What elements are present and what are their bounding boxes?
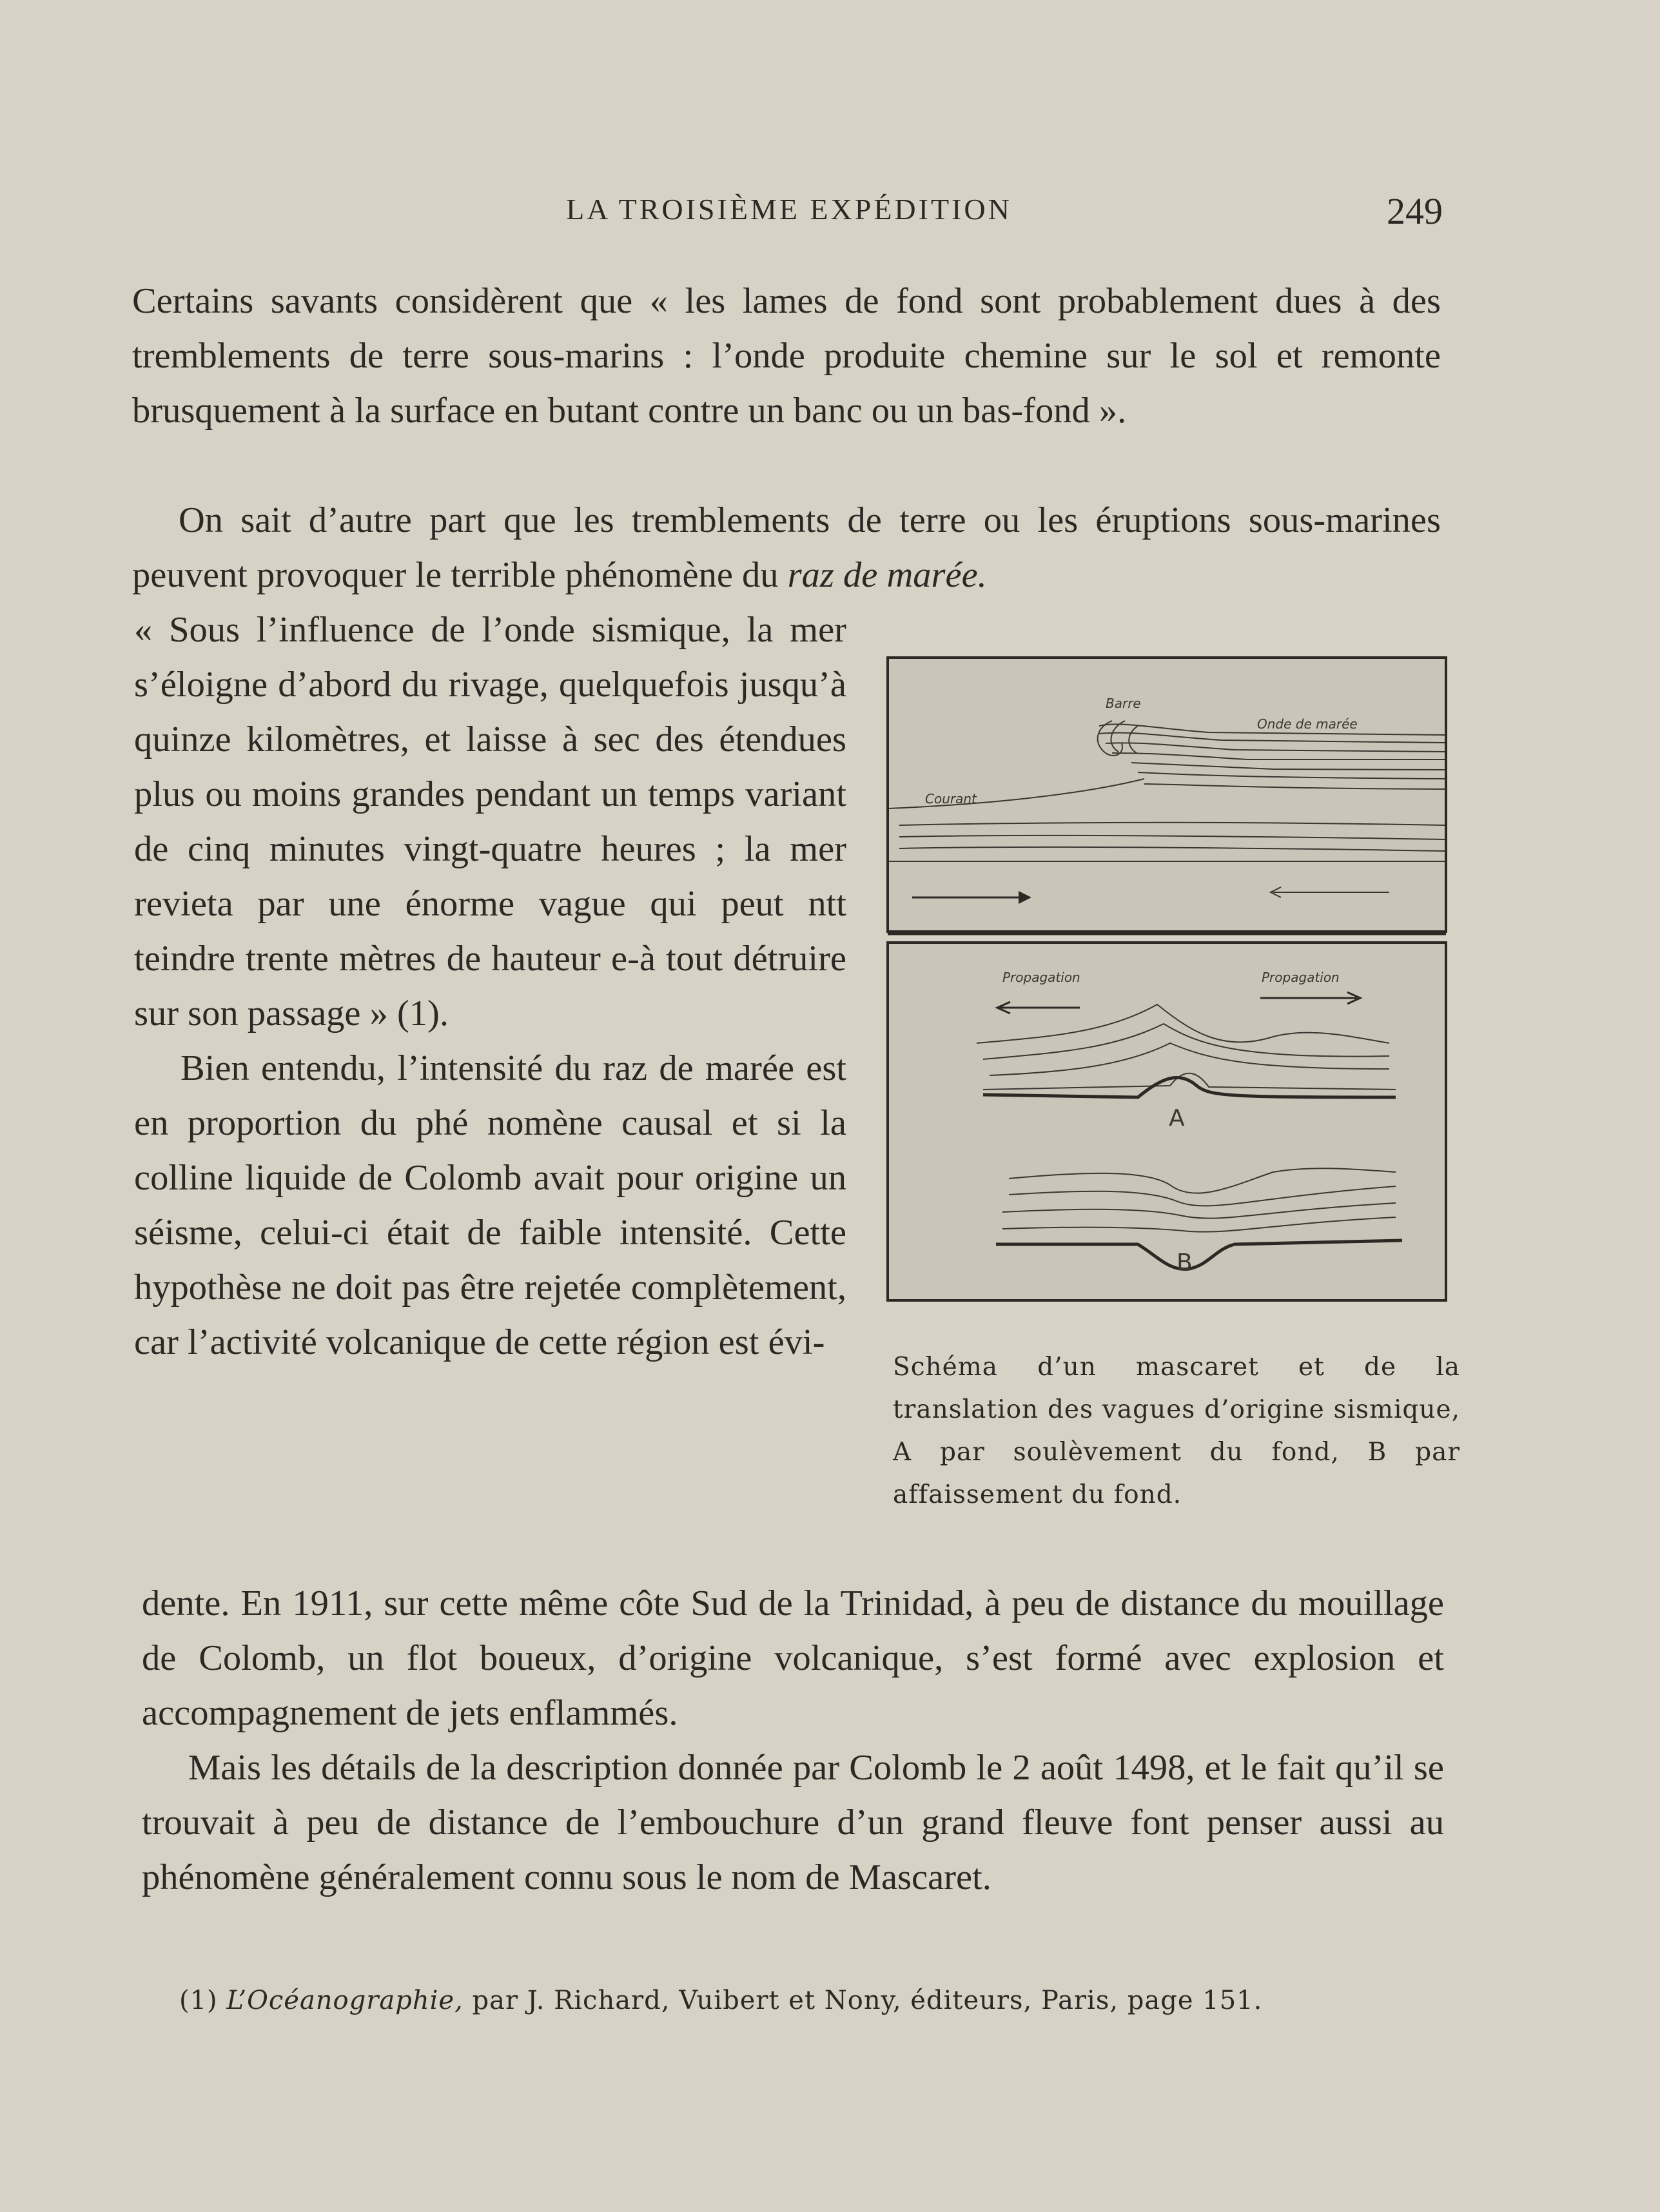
paragraph-2-lead — [132, 493, 1441, 603]
footnote — [179, 1986, 1469, 2015]
label-courant: Courant — [925, 791, 977, 807]
running-title: LA TROISIÈME EXPÉDITION — [566, 193, 1012, 226]
mascaret-diagram — [886, 656, 1447, 1304]
bottom-text — [142, 1576, 1444, 1905]
footnote-marker: (1) — [179, 1986, 218, 2015]
label-b: B — [1177, 1249, 1193, 1276]
paragraph-4: Mais les détails de la description donnée par Colomb le 2 août 1498, et le fait qu’il se trouvait à peu de distance de l’embouchure d’un grand fleuve font penser aussi au phénomène généralement connu sous le nom de Mascaret. — [142, 1748, 1444, 1897]
label-onde-de-maree: Onde de marée — [1257, 716, 1358, 732]
paragraph-2-quote: « Sous l’influence de l’onde sismique, la mer s’éloigne d’abord du rivage, quelquefois jusqu’à quinze kilomètres, et laisse à sec des étendues plus ou moins grandes pendant un temps variant de cinq minutes vingt-quatre heures ; la mer revieta par une énorme vague qui peut ntt teindre trente mètres de hauteur e-à tout détruire sur son passage » (1). — [134, 610, 846, 1033]
diagram-bottom-panel — [888, 943, 1446, 1300]
paragraph-3-part1: Bien entendu, l’intensité du raz de marée est en proportion du phé nomène causal et si la colline liquide de Colomb avait pour origine un séisme, celui-ci était de faible intensité. Cette hypothèse ne doit pas être rejetée complètement, car l’activité volcanique de cette région est évi- — [134, 1048, 846, 1362]
paragraph-1-text: Certains savants considèrent que « les lames de fond sont probablement dues à des tremblements de terre sous-marins : l’onde produite chemine sur le sol et remonte brusquement à la surface en butant contre un banc ou un bas-fond ». — [132, 281, 1441, 431]
label-a: A — [1169, 1105, 1185, 1131]
footnote-title: L’Océanographie, — [226, 1986, 464, 2015]
page-header — [135, 192, 1443, 237]
label-propagation-left: Propagation — [1002, 970, 1080, 985]
label-barre: Barre — [1106, 696, 1141, 711]
paragraph-1 — [132, 274, 1441, 438]
label-propagation-right: Propagation — [1262, 970, 1340, 985]
paragraph-3-part2: dente. En 1911, sur cette même côte Sud de la Trinidad, à peu de distance du mouillage de Colomb, un flot boueux, d’origine volcanique, s’est formé avec explosion et accompagnement de jets enflammés. — [142, 1583, 1444, 1733]
paragraph-2-lead-text: On sait d’autre part que les tremblements de terre ou les éruptions sous-marines peuvent provoquer le terrible phénomène du — [132, 500, 1441, 595]
paragraph-2 — [132, 493, 1441, 603]
raz-de-maree-italic: raz de marée. — [787, 555, 987, 595]
figure-caption: Schéma d’un mascaret et de la translation des vagues d’origine sismique, A par soulèvement du fond, B par affaissement du fond. — [893, 1353, 1460, 1509]
page-number: 249 — [1387, 190, 1443, 232]
left-column-text — [134, 603, 846, 1370]
footnote-rest: par J. Richard, Vuibert et Nony, éditeurs, Paris, page 151. — [472, 1986, 1263, 2015]
